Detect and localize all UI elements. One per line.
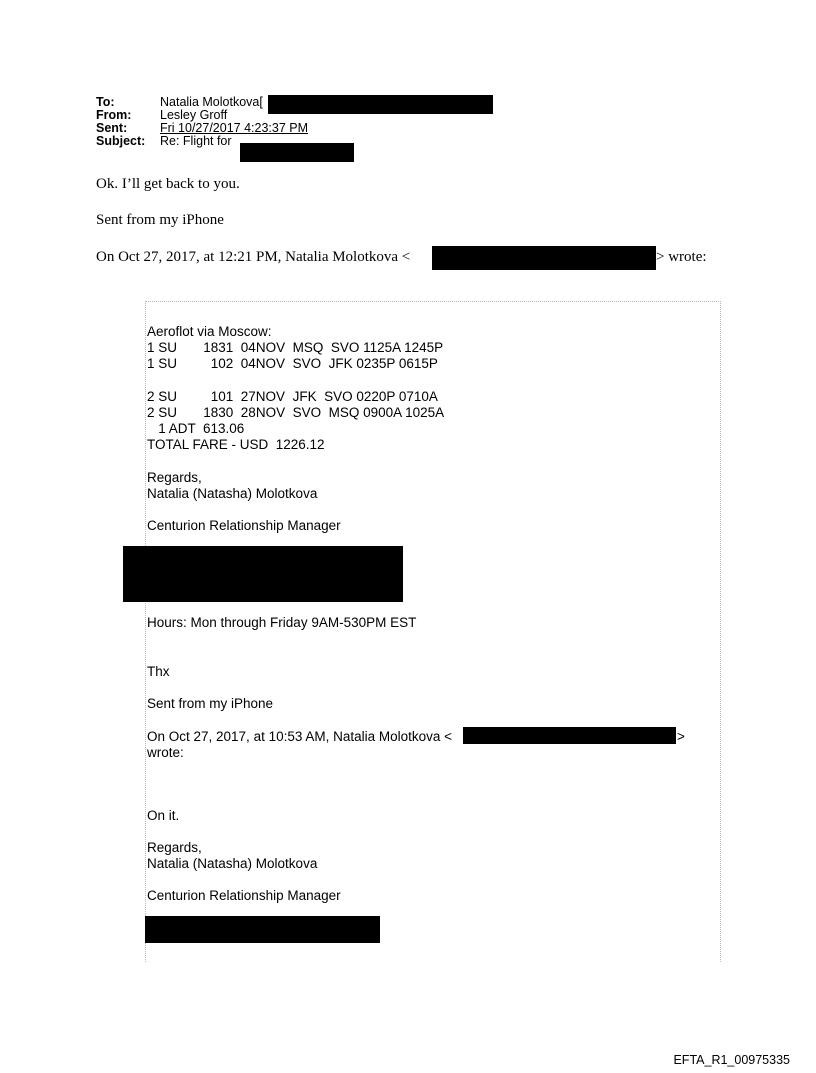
- redaction-quote-email: [432, 246, 656, 270]
- hours-text: Hours: Mon through Friday 9AM-530PM EST: [147, 615, 417, 630]
- inner-quote-wrote: wrote:: [147, 745, 184, 760]
- regards-text: Regards,: [147, 470, 202, 485]
- thx-text: Thx: [147, 664, 170, 679]
- route-title: Aeroflot via Moscow:: [147, 324, 272, 339]
- sent-from-iphone: Sent from my iPhone: [147, 696, 274, 711]
- to-label: To:: [96, 95, 115, 109]
- redaction-to-email: [268, 95, 493, 114]
- signature-title: Centurion Relationship Manager: [147, 518, 341, 533]
- sent-label: Sent:: [96, 121, 128, 135]
- bates-number: EFTA_R1_00975335: [673, 1053, 790, 1067]
- subject-label: Subject:: [96, 134, 146, 148]
- flight-segment: 1 SU 102 04NOV SVO JFK 0235P 0615P: [147, 356, 438, 371]
- redaction-signature-block-2: [145, 916, 380, 943]
- inner-quote-tail: >: [677, 729, 685, 744]
- flight-segment: 1 SU 1831 04NOV MSQ SVO 1125A 1245P: [147, 340, 444, 355]
- quote-intro-tail: > wrote:: [656, 249, 707, 265]
- signature-name-2: Natalia (Natasha) Molotkova: [147, 856, 318, 871]
- total-fare: TOTAL FARE - USD 1226.12: [147, 437, 325, 452]
- redaction-subject: [240, 143, 354, 162]
- to-value: Natalia Molotkova[: [160, 95, 263, 109]
- signature-title-2: Centurion Relationship Manager: [147, 888, 341, 903]
- flight-segment: 2 SU 1830 28NOV SVO MSQ 0900A 1025A: [147, 405, 445, 420]
- inner-quote-intro: On Oct 27, 2017, at 10:53 AM, Natalia Molotkova <: [147, 729, 453, 744]
- redaction-signature-block: [123, 546, 403, 602]
- redaction-inner-email: [463, 727, 676, 744]
- flight-segment: 2 SU 101 27NOV JFK SVO 0220P 0710A: [147, 389, 438, 404]
- subject-value: Re: Flight for: [160, 134, 236, 148]
- from-value: Lesley Groff: [160, 108, 228, 122]
- sent-value: Fri 10/27/2017 4:23:37 PM: [160, 121, 309, 135]
- signature-name: Natalia (Natasha) Molotkova: [147, 486, 318, 501]
- reply-signature: Sent from my iPhone: [96, 212, 224, 228]
- quote-intro: On Oct 27, 2017, at 12:21 PM, Natalia Molotkova <: [96, 249, 411, 265]
- from-label: From:: [96, 108, 132, 122]
- on-it-text: On it.: [147, 808, 180, 823]
- regards-text-2: Regards,: [147, 840, 202, 855]
- adt-fare: 1 ADT 613.06: [147, 421, 245, 436]
- reply-text: Ok. I’ll get back to you.: [96, 176, 240, 192]
